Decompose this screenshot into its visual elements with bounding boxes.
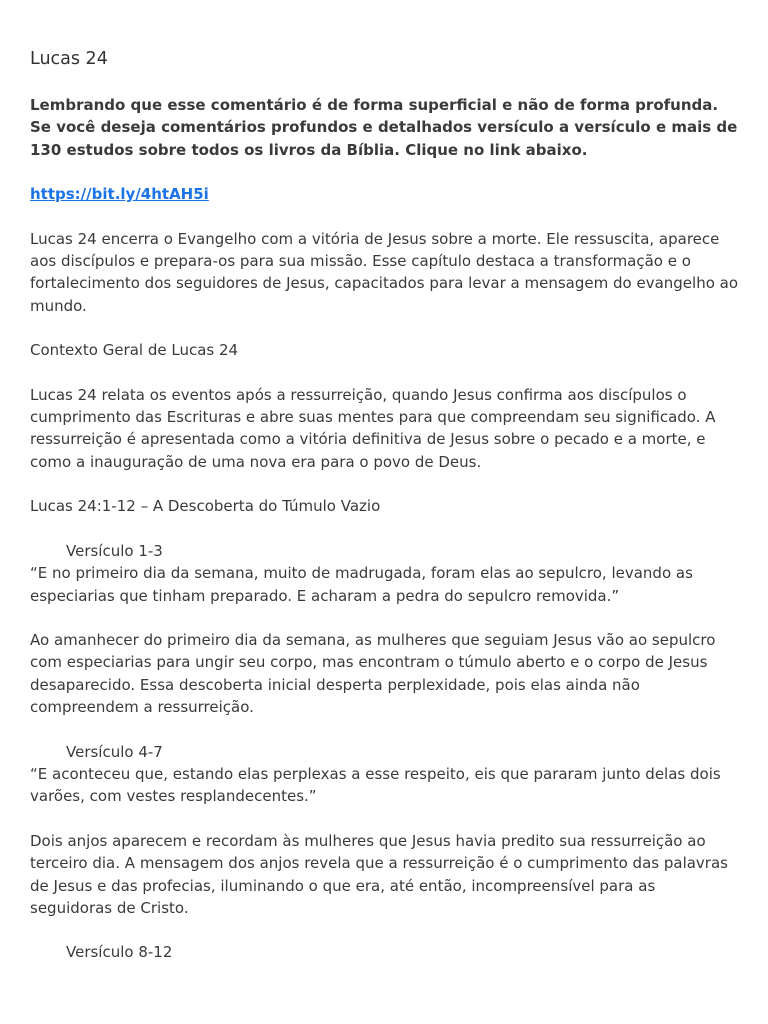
study-link[interactable]: https://bit.ly/4htAH5i [30,185,209,204]
verse-reference: Versículo 4-7 [66,742,163,761]
page-title: Lucas 24 [30,49,108,69]
commentary-paragraph: Ao amanhecer do primeiro dia da semana, as mulheres que seguiam Jesus vão ao sepulcro com especiarias para ungir seu corpo, mas encontram o túmulo aberto e o corpo de Jesus desaparecido. Essa descoberta inicial desperta perplexidade, pois elas ainda não compreendem a ressurreição. [30,630,716,717]
intro-paragraph: Lembrando que esse comentário é de forma superficial e não de forma profunda. Se você deseja comentários profundos e detalhados versículo a versículo e mais de 130 estudos sobre todos os livros da Bíblia. Clique no link abaixo. [30,96,738,159]
summary-paragraph: Lucas 24 encerra o Evangelho com a vitória de Jesus sobre a morte. Ele ressuscita, aparece aos discípulos e prepara-os para sua missão. Esse capítulo destaca a transformação e o fortalecimento dos seguidores de Jesus, capacitados para levar a mensagem do evangelho ao mundo. [30,229,739,315]
context-heading: Contexto Geral de Lucas 24 [30,341,239,360]
verse-reference: Versículo 1-3 [66,541,163,560]
commentary-paragraph: Dois anjos aparecem e recordam às mulheres que Jesus havia predito sua ressurreição ao terceiro dia. A mensagem dos anjos revela que a ressurreição é o cumprimento das palavras de Jesus e das profecias, iluminando o que era, até então, incompreensível para as seguidoras de Cristo. [30,831,728,917]
context-paragraph: Lucas 24 relata os eventos após a ressurreição, quando Jesus confirma aos discípulos o cumprimento das Escrituras e abre suas mentes para que compreendam seu significado. A ressurreição é apresentada como a vitória definitiva de Jesus sobre o pecado e a morte, e como a inauguração de uma nova era para o povo de Deus. [30,385,716,471]
verse-quote: “E aconteceu que, estando elas perplexas a esse respeito, eis que pararam junto delas dois varões, com vestes resplandecentes.” [30,764,721,806]
verse-quote: “E no primeiro dia da semana, muito de madrugada, foram elas ao sepulcro, levando as especiarias que tinham preparado. E acharam a pedra do sepulcro removida.” [30,564,693,605]
verse-reference: Versículo 8-12 [66,943,173,962]
section-heading: Lucas 24:1-12 – A Descoberta do Túmulo Vazio [30,497,381,516]
